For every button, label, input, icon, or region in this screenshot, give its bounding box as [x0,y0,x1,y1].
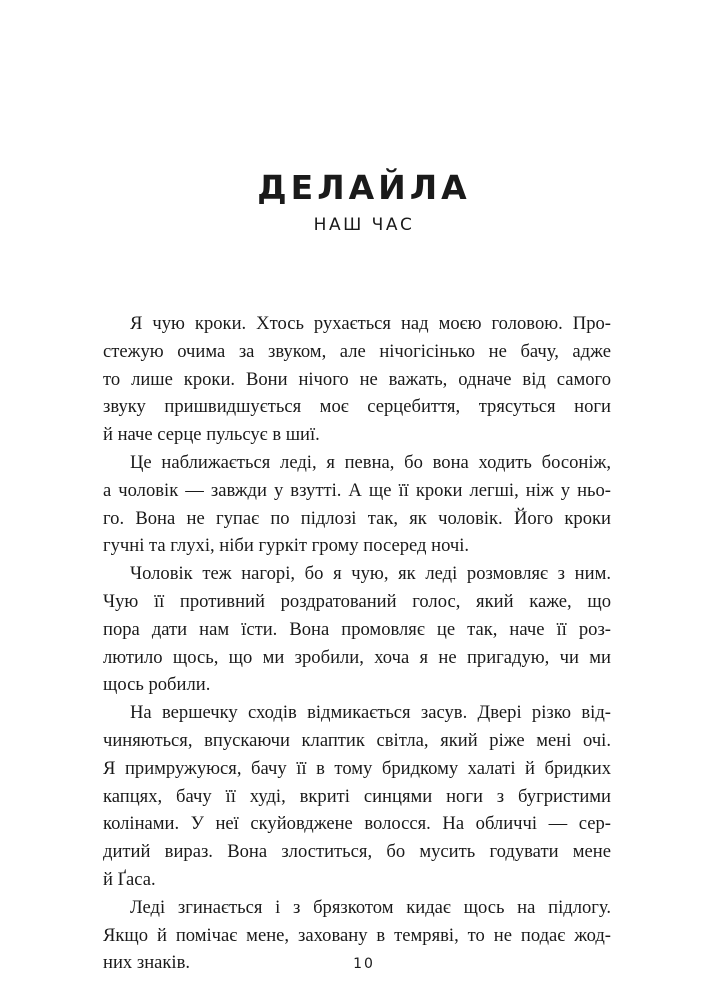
text-line: них знаків. [103,952,191,974]
chapter-subtitle: НАШ ЧАС [313,215,415,235]
text-line: Це наближається леді, я певна, бо вона ходить босоніж, [130,451,611,473]
text-line: й Ґаса. [103,868,156,890]
page-number: 10 [353,956,375,972]
text-line: а чоловік — завжди у взутті. А ще її кроки легші, ніж у ньо- [103,479,611,501]
text-line: дитий вираз. Вона злоститься, бо мусить годувати мене [103,841,611,863]
text-line: звуку пришвидшується моє серцебиття, трясуться ноги [103,396,611,418]
body-text [103,310,611,977]
paragraph [103,560,611,699]
text-line: го. Вона не гупає по підлозі так, як чоловік. Його кроки [103,507,611,529]
text-line: пора дати нам їсти. Вона промовляє це так, наче її роз- [103,618,611,640]
text-line: чиняються, впускаючи клаптик світла, який ріже мені очі. [103,729,611,751]
text-line: Леді згинається і з брязкотом кидає щось на підлогу. [130,896,611,918]
text-line: колінами. У неї скуйовджене волосся. На обличчі — сер- [103,813,611,835]
text-line: На вершечку сходів відмикається засув. Двері різко від- [130,702,611,724]
paragraph [103,699,611,894]
text-line: то лише кроки. Вони нічого не важать, одначе від самого [103,368,611,390]
text-line: капцях, бачу її худі, вкриті синцями ноги з бугристими [103,785,611,807]
text-line: лютило щось, що ми зробили, хоча я не пригадую, чи ми [103,646,611,668]
paragraph [103,310,611,449]
text-line: Я примружуюся, бачу її в тому бридкому халаті й бридких [103,757,611,779]
text-line: Чоловік теж нагорі, бо я чую, як леді розмовляє з ним. [130,563,611,585]
text-line: щось робили. [103,674,211,696]
text-line: Чую її противний роздратований голос, який каже, що [103,590,611,612]
text-line: гучні та глухі, ніби гуркіт грому посеред ночі. [103,535,470,557]
text-line: Я чую кроки. Хтось рухається над моєю головою. Про- [130,313,611,334]
paragraph [103,449,611,560]
text-line: й наче серце пульсує в шиї. [103,424,320,446]
text-line: Якщо й помічає мене, заховану в темряві, то не подає жод- [103,924,611,946]
text-line: стежую очима за звуком, але нічогісінько не бачу, адже [103,340,611,362]
chapter-title: ДЕЛАЙЛА [257,168,471,207]
